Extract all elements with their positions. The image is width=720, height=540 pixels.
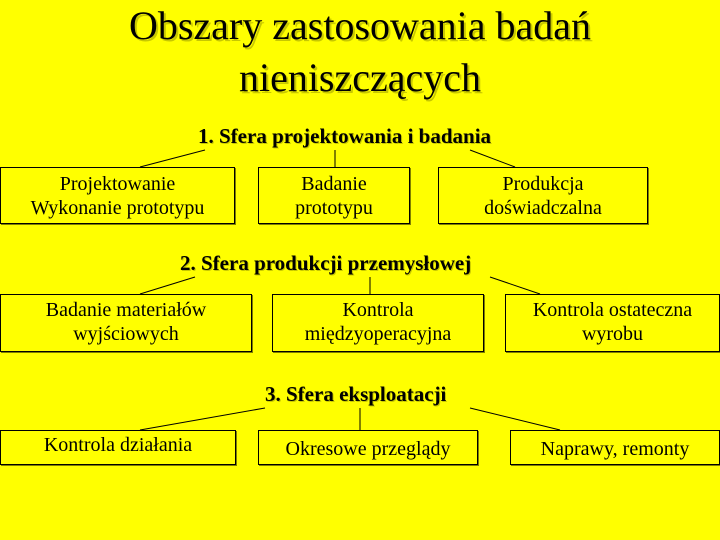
title-line-1: Obszary zastosowania badań: [128, 3, 592, 48]
box-badanie-materialow: [0, 294, 252, 352]
box-line: wyrobu: [581, 323, 644, 345]
box-line: Projektowanie: [59, 173, 176, 195]
box-line: Produkcja: [502, 173, 584, 195]
box-projektowanie: [0, 167, 235, 224]
box-line: Kontrola ostateczna: [532, 299, 693, 321]
box-line: Wykonanie prototypu: [30, 197, 205, 219]
connector-s3-right: [470, 408, 560, 430]
box-line: Badanie materiałów: [45, 299, 207, 321]
box-line: Kontrola działania: [43, 434, 193, 456]
box-line: prototypu: [295, 197, 373, 219]
box-line: Okresowe przeglądy: [285, 438, 451, 460]
connector-s2-left: [140, 277, 195, 294]
box-line: Kontrola: [342, 299, 414, 321]
box-kontrola-ostateczna: [505, 294, 720, 352]
box-line: wyjściowych: [73, 323, 179, 345]
box-naprawy: [510, 430, 720, 465]
box-badanie-prototypu: [258, 167, 410, 224]
box-produkcja: [438, 167, 648, 224]
title-line-2: nieniszczących: [238, 55, 482, 100]
box-line: Naprawy, remonty: [540, 438, 690, 460]
box-kontrola-miedzyoperacyjna: [272, 294, 484, 352]
connector-s3-left: [140, 408, 265, 430]
box-line: międzyoperacyjna: [304, 323, 452, 345]
section-2-label: 2. Sfera produkcji przemysłowej: [180, 251, 472, 275]
section-1-label: 1. Sfera projektowania i badania: [198, 124, 492, 148]
connector-s1-left: [140, 150, 205, 167]
box-kontrola-dzialania: [0, 430, 236, 465]
box-okresowe-przeglady: [258, 430, 478, 465]
connector-s1-right: [470, 150, 515, 167]
box-line: Badanie: [301, 173, 367, 195]
box-line: doświadczalna: [484, 197, 602, 219]
section-3-label: 3. Sfera eksploatacji: [265, 382, 447, 406]
connector-s2-right: [490, 277, 540, 294]
